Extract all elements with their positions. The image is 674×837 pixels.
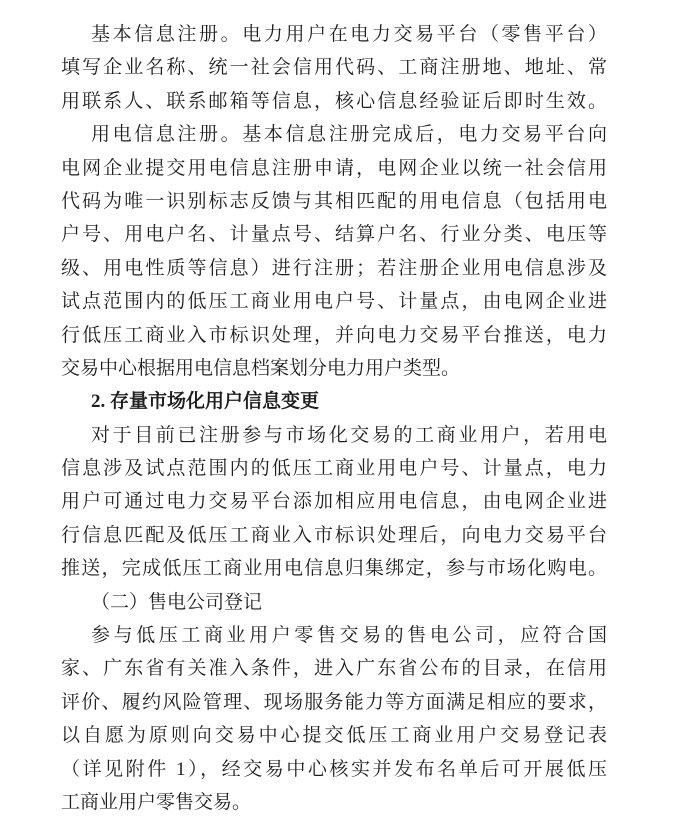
text-line: 参与低压工商业用户零售交易的售电公司，应符合国 <box>91 625 607 647</box>
text-line: 用联系人、联系邮箱等信息，核心信息经验证后即时生效。 <box>61 90 607 112</box>
text-line: 信息涉及试点范围内的低压工商业用电户号、计量点，电力 <box>61 458 607 480</box>
text-line: （详见附件 1），经交易中心核实并发布名单后可开展低压 <box>61 758 607 780</box>
text-line: 基本信息注册。电力用户在电力交易平台（零售平台） <box>91 24 607 45</box>
text-line: 户号、用电户名、计量点号、结算户名、行业分类、电压等 <box>61 224 607 246</box>
text-line: 行信息匹配及低压工商业入市标识处理后，向电力交易平台 <box>61 524 607 546</box>
text-line: 电网企业提交用电信息注册申请，电网企业以统一社会信用 <box>61 157 607 179</box>
text-line: 填写企业名称、统一社会信用代码、工商注册地、地址、常 <box>61 57 607 79</box>
text-line: 级、用电性质等信息）进行注册；若注册企业用电信息涉及 <box>61 257 607 279</box>
text-line: 行低压工商业入市标识处理，并向电力交易平台推送，电力 <box>61 324 607 346</box>
text-line: 用电信息注册。基本信息注册完成后，电力交易平台向 <box>91 124 607 146</box>
text-line: 交易中心根据用电信息档案划分电力用户类型。 <box>61 357 461 379</box>
text-line: 试点范围内的低压工商业用电户号、计量点，由电网企业进 <box>61 291 607 313</box>
text-line: 家、广东省有关准入条件，进入广东省公布的目录，在信用 <box>61 658 607 680</box>
document-content <box>61 18 607 819</box>
text-line: 代码为唯一识别标志反馈与其相匹配的用电信息（包括用电 <box>61 190 607 212</box>
text-line: 工商业用户零售交易。 <box>61 791 252 813</box>
text-line: 评价、履约风险管理、现场服务能力等方面满足相应的要求， <box>61 691 607 713</box>
text-line: 以自愿为原则向交易中心提交低压工商业用户交易登记表 <box>61 725 607 747</box>
section-heading: 2. 存量市场化用户信息变更 <box>91 391 320 413</box>
section-heading: （二）售电公司登记 <box>91 591 263 613</box>
text-line: 对于目前已注册参与市场化交易的工商业用户，若用电 <box>91 424 607 446</box>
text-line: 推送，完成低压工商业用电信息归集绑定，参与市场化购电。 <box>61 558 607 580</box>
text-line: 用户可通过电力交易平台添加相应用电信息，由电网企业进 <box>61 491 607 513</box>
